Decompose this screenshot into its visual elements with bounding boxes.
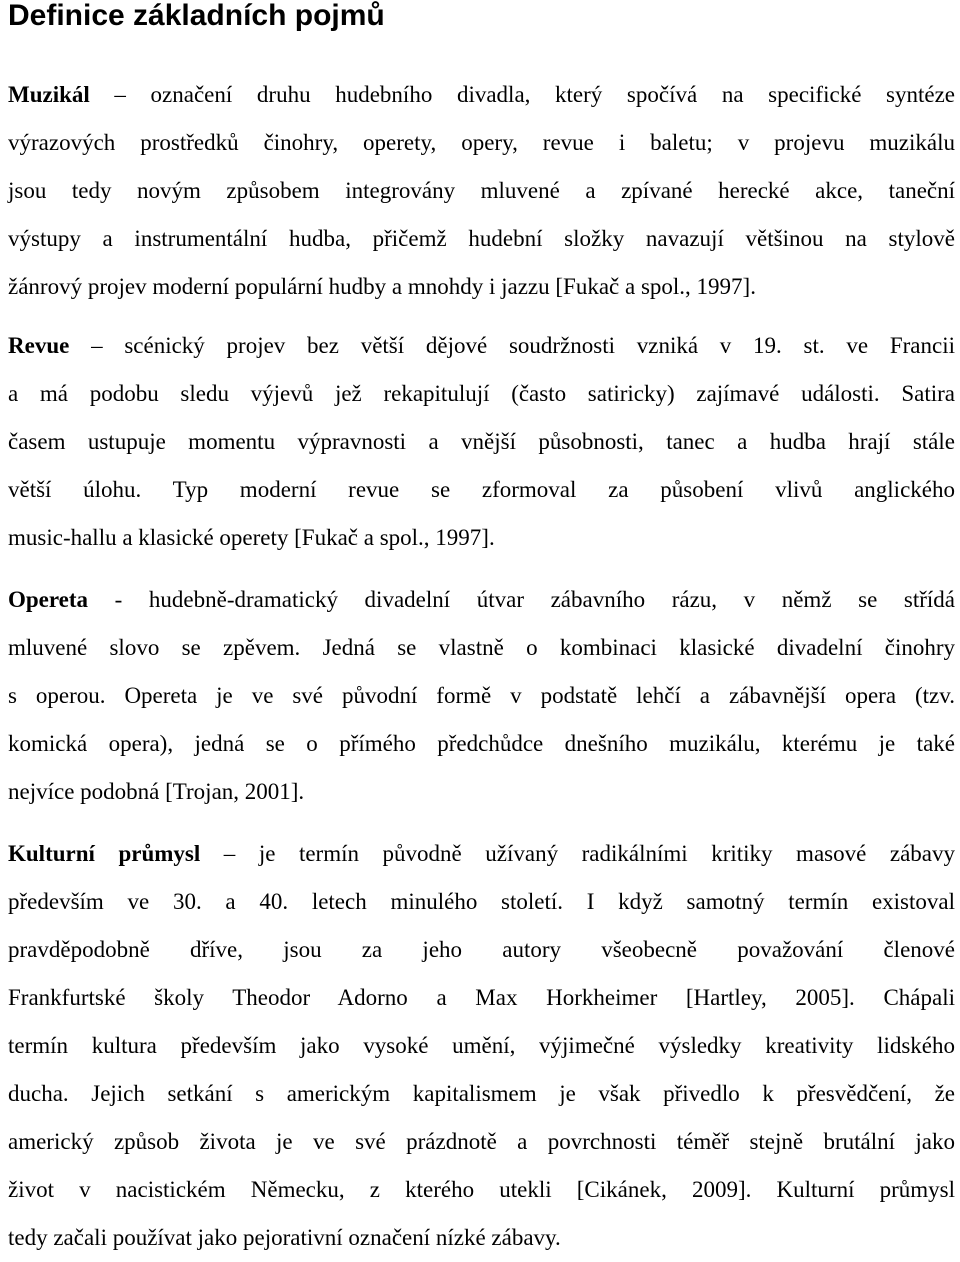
text-line (8, 71, 955, 119)
text-line: časem ustupuje momentu výpravnosti a vnější působnosti, tanec a hudba hrají stále (8, 429, 955, 454)
text-line (8, 576, 955, 624)
definition-text: – scénický projev bez větší dějové soudržnosti vzniká v 19. st. ve Francii (69, 333, 955, 358)
defined-term: Revue (8, 333, 70, 358)
text-line (8, 322, 955, 370)
defined-term: Kulturní průmysl (8, 841, 201, 866)
defined-term: Opereta (8, 587, 89, 612)
text-line: tedy začali používat jako pejorativní označení nízké zábavy. (8, 1225, 561, 1250)
text-line: ducha. Jejich setkání s americkým kapitalismem je však přivedlo k přesvědčení, že (8, 1081, 955, 1106)
text-line: termín kultura především jako vysoké umění, výjimečné výsledky kreativity lidského (8, 1033, 955, 1058)
text-line: americký způsob života je ve své prázdnotě a povrchnosti téměř stejně brutální jako (8, 1129, 955, 1154)
text-line: jsou tedy novým způsobem integrovány mluvené a zpívané herecké akce, taneční (8, 178, 955, 203)
definition-muzikal (8, 71, 955, 311)
text-line: výstupy a instrumentální hudba, přičemž hudební složky navazují většinou na stylově (8, 226, 955, 251)
section-heading: Definice základních pojmů (8, 0, 385, 32)
text-line: především ve 30. a 40. letech minulého století. I když samotný termín existoval (8, 889, 955, 914)
text-line: nejvíce podobná [Trojan, 2001]. (8, 779, 305, 804)
text-line: komická opera), jedná se o přímého předchůdce dnešního muzikálu, kterému je také (8, 731, 955, 756)
defined-term: Muzikál (8, 82, 90, 107)
definition-kulturni-prumysl (8, 830, 955, 1262)
text-line: pravděpodobně dříve, jsou za jeho autory všeobecně považování členové (8, 937, 955, 962)
text-line: music-hallu a klasické operety [Fukač a spol., 1997]. (8, 525, 495, 550)
text-line: Frankfurtské školy Theodor Adorno a Max Horkheimer [Hartley, 2005]. Chápali (8, 985, 955, 1010)
text-line: s operou. Opereta je ve své původní formě v podstatě lehčí a zábavnější opera (tzv. (8, 683, 955, 708)
text-line: a má podobu sledu výjevů jež rekapitulují (často satiricky) zajímavé události. Satira (8, 381, 955, 406)
definition-text: – označení druhu hudebního divadla, který spočívá na specifické syntéze (89, 82, 955, 107)
definition-text: – je termín původně užívaný radikálními kritiky masové zábavy (200, 841, 955, 866)
text-line: život v nacistickém Německu, z kterého utekli [Cikánek, 2009]. Kulturní průmysl (8, 1177, 955, 1202)
text-line (8, 830, 955, 878)
definition-opereta (8, 576, 955, 816)
definition-text: - hudebně-dramatický divadelní útvar zábavního rázu, v němž se střídá (88, 587, 955, 612)
text-line: žánrový projev moderní populární hudby a mnohdy i jazzu [Fukač a spol., 1997]. (8, 274, 756, 299)
text-line: mluvené slovo se zpěvem. Jedná se vlastně o kombinaci klasické divadelní činohry (8, 635, 955, 660)
text-line: větší úlohu. Typ moderní revue se zformoval za působení vlivů anglického (8, 477, 955, 502)
text-line: výrazových prostředků činohry, operety, opery, revue i baletu; v projevu muzikálu (8, 130, 955, 155)
definition-revue (8, 322, 955, 562)
